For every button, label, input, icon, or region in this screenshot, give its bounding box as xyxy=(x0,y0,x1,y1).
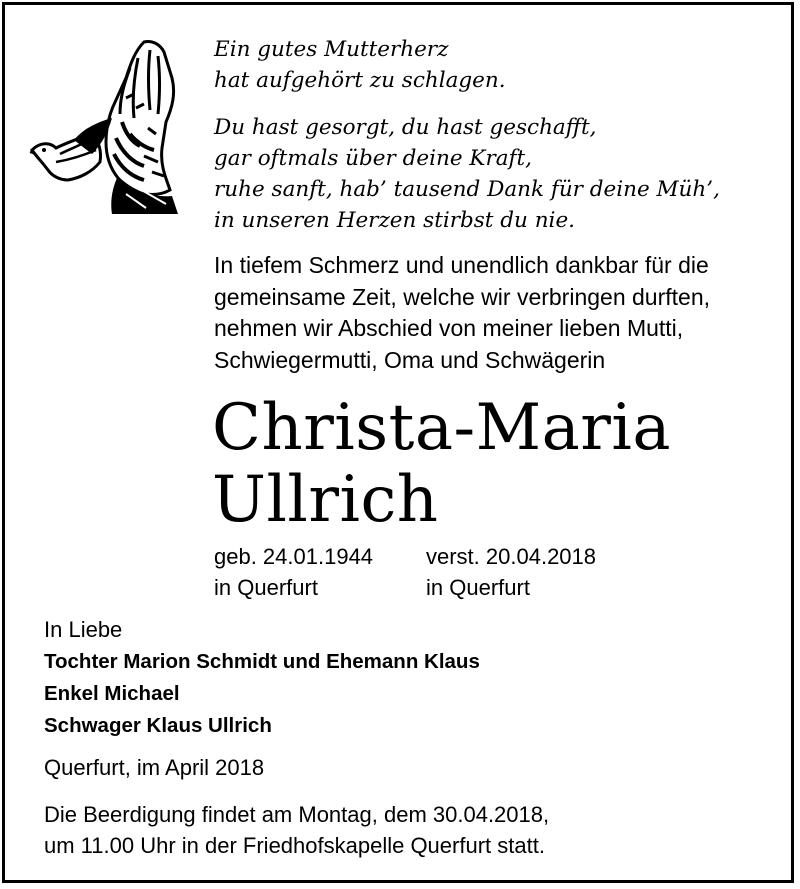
funeral-line: Die Beerdigung findet am Montag, dem 30.04.2018, xyxy=(44,802,550,827)
death-info xyxy=(426,541,596,603)
funeral-line: um 11.00 Uhr in der Friedhofskapelle Querfurt statt. xyxy=(44,833,545,858)
birth-date: geb. 24.01.1944 xyxy=(214,544,374,569)
deceased-name xyxy=(212,392,671,536)
poem-stanza-2 xyxy=(214,112,720,236)
death-place: in Querfurt xyxy=(426,575,530,600)
mourner-name: Enkel Michael xyxy=(44,682,180,705)
birth-place: in Querfurt xyxy=(214,575,318,600)
poem-stanza-1 xyxy=(214,34,506,96)
birth-info xyxy=(214,541,373,603)
intro-line: Schwiegermutti, Oma und Schwägerin xyxy=(214,346,606,373)
poem-line: Ein gutes Mutterherz xyxy=(214,37,449,62)
death-date: verst. 20.04.2018 xyxy=(426,544,597,569)
poem-line: hat aufgehört zu schlagen. xyxy=(214,68,506,93)
mourners-intro: In Liebe xyxy=(44,617,123,642)
funeral-info xyxy=(44,799,549,861)
poem-line: ruhe sanft, hab’ tausend Dank für deine Müh’, xyxy=(214,177,720,202)
poem-line: in unseren Herzen stirbst du nie. xyxy=(214,208,575,233)
place-date: Querfurt, im April 2018 xyxy=(44,755,265,780)
mourner-name: Tochter Marion Schmidt und Ehemann Klaus xyxy=(44,650,480,673)
poem-line: gar oftmals über deine Kraft, xyxy=(214,146,532,171)
mourner-name: Schwager Klaus Ullrich xyxy=(44,714,272,737)
praying-hands-with-dove-icon xyxy=(26,38,196,214)
last-name: Ullrich xyxy=(212,463,439,537)
intro-text xyxy=(214,250,784,376)
mourners-list xyxy=(44,646,480,742)
intro-line: In tiefem Schmerz und unendlich dankbar für die xyxy=(214,252,709,278)
intro-line: nehmen wir Abschied von meiner lieben Mutti, xyxy=(214,315,684,341)
poem-line: Du hast gesorgt, du hast geschafft, xyxy=(214,115,597,140)
first-name: Christa-Maria xyxy=(212,391,671,465)
intro-line: gemeinsame Zeit, welche wir verbringen durften, xyxy=(214,283,711,310)
